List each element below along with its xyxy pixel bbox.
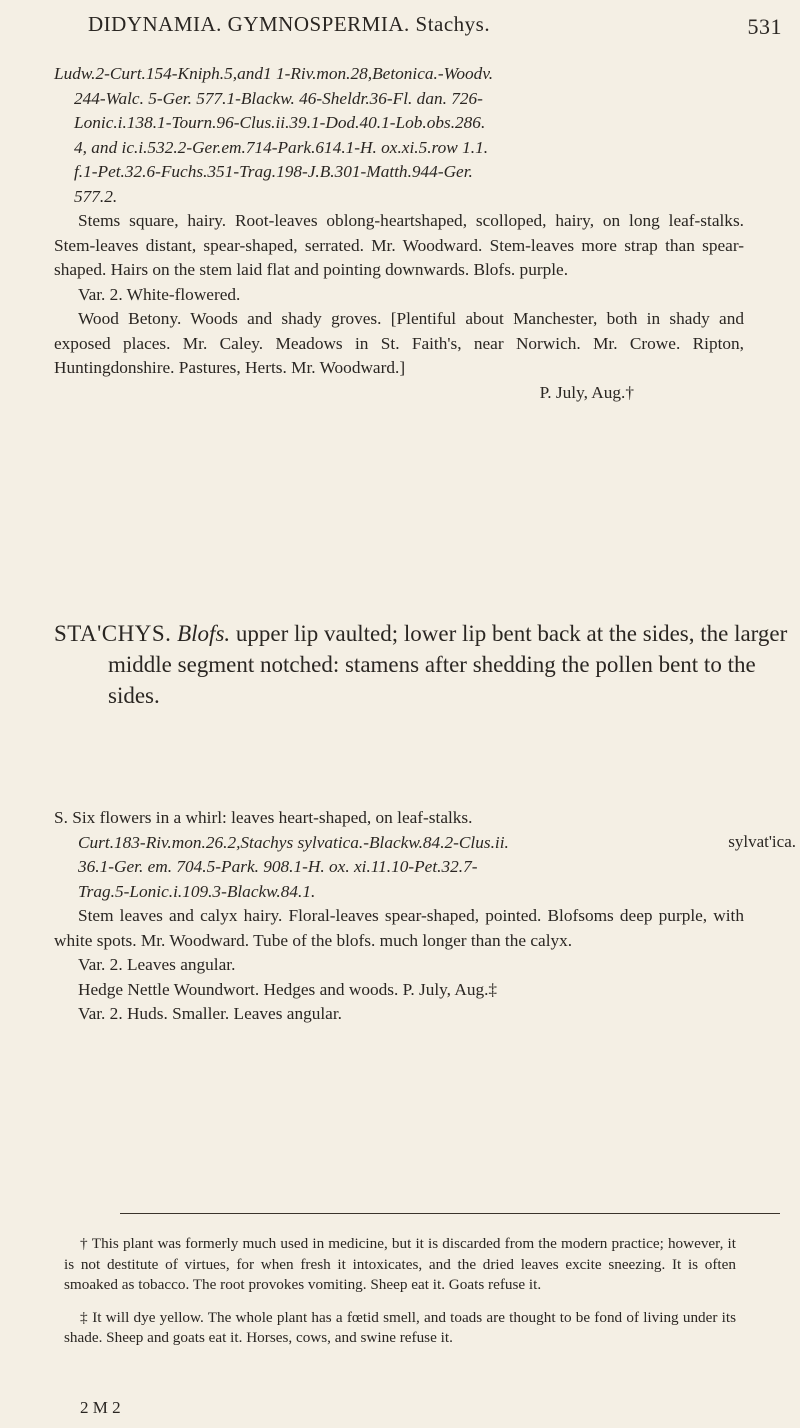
betonica-habitat: Wood Betony. Woods and shady groves. [Plentiful about Manchester, both in shady and exposed places. Mr. Caley. Meadows in St. Faith's, near Norwich. Mr. Crowe. Ripton, Huntingdonshire. Pastures, Herts. Mr. Woodward.] <box>54 309 744 377</box>
footnotes <box>64 1234 736 1361</box>
reference-line: Curt.183-Riv.mon.26.2,Stachys sylvatica.-Blackw.84.2-Clus.ii. <box>78 832 509 852</box>
reference-line: Ludw.2-Curt.154-Kniph.5,and1 1-Riv.mon.28,Betonica.-Woodv. <box>54 64 494 83</box>
genus-name: STA'CHYS. <box>54 621 172 646</box>
genus-ref: Blofs. <box>177 621 231 646</box>
reference-line: 244-Walc. 5-Ger. 577.1-Blackw. 46-Sheldr.36-Fl. dan. 726- <box>74 88 483 108</box>
sylvatica-diagnosis: S. Six flowers in a whirl: leaves heart-shaped, on leaf-stalks. <box>54 808 473 827</box>
betonica-entry <box>54 62 744 405</box>
sylvatica-variety-huds: Var. 2. Huds. Smaller. Leaves angular. <box>78 1004 342 1023</box>
sylvatica-variety: Var. 2. Leaves angular. <box>78 955 236 974</box>
reference-line: 36.1-Ger. em. 704.5-Park. 908.1-H. ox. xi.11.10-Pet.32.7- <box>78 857 478 876</box>
sylvatica-habitat: Hedge Nettle Woundwort. Hedges and woods. P. July, Aug.‡ <box>78 979 498 999</box>
genus-entry <box>54 618 798 711</box>
footnote-double-dagger: ‡ It will dye yellow. The whole plant has a fœtid smell, and toads are thought to be fond of living under its shade. Sheep and goats eat it. Horses, cows, and swine refuse it. <box>64 1308 736 1346</box>
sylvatica-references <box>54 831 744 905</box>
genus-description: upper lip vaulted; lower lip bent back at the sides, the larger middle segment notched: stamens after shedding the pollen bent to the sides. <box>108 621 788 708</box>
footnote-divider <box>120 1213 780 1214</box>
betonica-description: Stems square, hairy. Root-leaves oblong-heartshaped, scolloped, hairy, on long leaf-stalks. Stem-leaves distant, spear-shaped, serrated. Mr. Woodward. Stem-leaves more strap than spear-shaped. Hairs on the stem laid flat and pointing downwards. Blofs. purple. <box>54 211 744 279</box>
page-number: 531 <box>747 14 782 39</box>
reference-line: Trag.5-Lonic.i.109.3-Blackw.84.1. <box>78 881 316 901</box>
reference-line: 577.2. <box>74 186 118 206</box>
species-margin-name: sylvat'ica. <box>728 832 796 851</box>
sylvatica-entry <box>54 806 744 1027</box>
running-title: DIDYNAMIA. GYMNOSPERMIA. Stachys. <box>88 12 491 36</box>
betonica-flowering: P. July, Aug.† <box>539 382 634 402</box>
betonica-variety: Var. 2. White-flowered. <box>78 284 241 304</box>
reference-line: Lonic.i.138.1-Tourn.96-Clus.ii.39.1-Dod.40.1-Lob.obs.286. <box>74 113 486 132</box>
reference-line: f.1-Pet.32.6-Fuchs.351-Trag.198-J.B.301-Matth.944-Ger. <box>74 162 473 181</box>
footnote-dagger: † This plant was formerly much used in medicine, but it is discarded from the modern practice; however, it is not destitute of virtues, for when fresh it intoxicates, and the dried leaves excite sneezing. It is often smoaked as tobacco. The root provokes vomiting. Sheep eat it. Goats refuse it. <box>64 1235 736 1293</box>
reference-line: 4, and ic.i.532.2-Ger.em.714-Park.614.1-H. ox.xi.5.row 1.1. <box>74 137 489 157</box>
betonica-references <box>54 62 744 209</box>
printer-signature: 2 M 2 <box>80 1398 121 1417</box>
sylvatica-description: Stem leaves and calyx hairy. Floral-leaves spear-shaped, pointed. Blofsoms deep purple, with white spots. Mr. Woodward. Tube of the blofs. much longer than the calyx. <box>54 906 744 950</box>
